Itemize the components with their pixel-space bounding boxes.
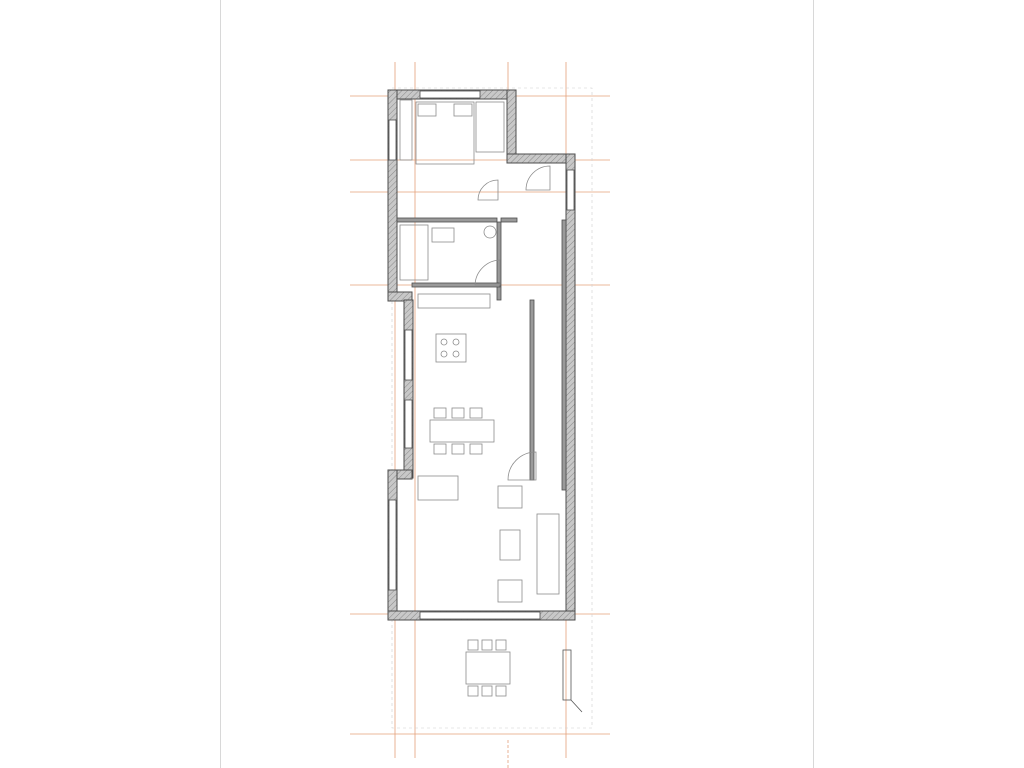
- armchair: [498, 580, 522, 602]
- door-swing: [478, 180, 498, 200]
- terrace-table: [466, 652, 510, 684]
- kitchen-counter: [418, 294, 490, 308]
- armchair: [498, 486, 522, 508]
- door-swing: [475, 260, 500, 285]
- kitchen-island: [436, 334, 466, 362]
- wardrobe: [476, 102, 504, 152]
- interior-walls: [397, 218, 566, 490]
- bed: [416, 102, 474, 164]
- shower: [400, 225, 428, 280]
- exterior-walls: [388, 90, 575, 620]
- furniture: [400, 100, 559, 696]
- windows: [389, 91, 574, 619]
- sink: [432, 228, 454, 242]
- door-swing: [526, 166, 550, 190]
- coffee-table: [500, 530, 520, 560]
- dining-table: [430, 420, 494, 442]
- sofa: [537, 514, 559, 594]
- toilet: [484, 226, 496, 238]
